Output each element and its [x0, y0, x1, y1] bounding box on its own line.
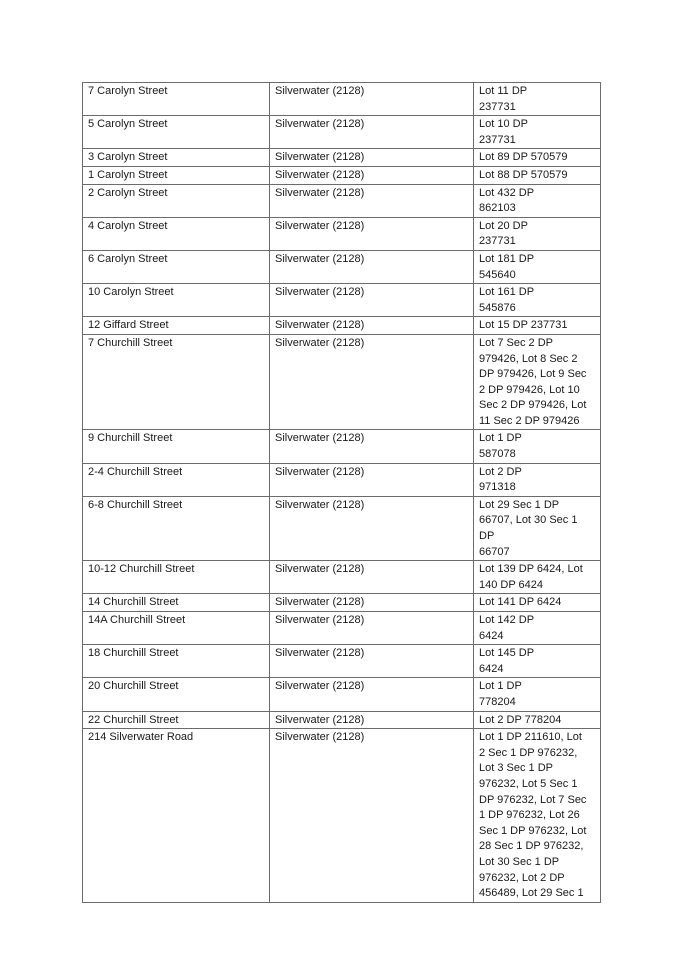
address-cell: 2 Carolyn Street [83, 184, 270, 217]
table-row [83, 166, 601, 184]
suburb-cell: Silverwater (2128) [270, 496, 474, 560]
suburb-cell: Silverwater (2128) [270, 217, 474, 250]
lot-dp-cell: Lot 89 DP 570579 [474, 149, 601, 167]
table-row [83, 678, 601, 711]
address-cell: 20 Churchill Street [83, 678, 270, 711]
table-row [83, 729, 601, 903]
lot-dp-cell: Lot 142 DP 6424 [474, 612, 601, 645]
address-cell: 10-12 Churchill Street [83, 561, 270, 594]
table-row [83, 711, 601, 729]
address-cell: 6 Carolyn Street [83, 250, 270, 283]
suburb-cell: Silverwater (2128) [270, 116, 474, 149]
suburb-cell: Silverwater (2128) [270, 612, 474, 645]
suburb-cell: Silverwater (2128) [270, 561, 474, 594]
address-cell: 2-4 Churchill Street [83, 463, 270, 496]
table-row [83, 284, 601, 317]
lot-dp-cell: Lot 1 DP 587078 [474, 430, 601, 463]
table-row [83, 116, 601, 149]
address-cell: 214 Silverwater Road [83, 729, 270, 903]
table-row [83, 645, 601, 678]
address-cell: 10 Carolyn Street [83, 284, 270, 317]
address-cell: 3 Carolyn Street [83, 149, 270, 167]
property-lot-table [82, 82, 601, 903]
lot-dp-cell: Lot 432 DP 862103 [474, 184, 601, 217]
lot-dp-cell: Lot 2 DP 971318 [474, 463, 601, 496]
address-cell: 14A Churchill Street [83, 612, 270, 645]
table-row [83, 463, 601, 496]
table-row [83, 561, 601, 594]
table-row [83, 217, 601, 250]
lot-dp-cell: Lot 11 DP 237731 [474, 83, 601, 116]
lot-dp-cell: Lot 7 Sec 2 DP 979426, Lot 8 Sec 2 DP 979426, Lot 9 Sec 2 DP 979426, Lot 10 Sec 2 DP 979426, Lot 11 Sec 2 DP 979426 [474, 334, 601, 430]
suburb-cell: Silverwater (2128) [270, 430, 474, 463]
lot-dp-cell: Lot 29 Sec 1 DP 66707, Lot 30 Sec 1 DP 66707 [474, 496, 601, 560]
suburb-cell: Silverwater (2128) [270, 334, 474, 430]
suburb-cell: Silverwater (2128) [270, 166, 474, 184]
lot-dp-cell: Lot 15 DP 237731 [474, 317, 601, 335]
suburb-cell: Silverwater (2128) [270, 645, 474, 678]
table-row [83, 317, 601, 335]
table-row [83, 250, 601, 283]
lot-dp-cell: Lot 10 DP 237731 [474, 116, 601, 149]
address-cell: 12 Giffard Street [83, 317, 270, 335]
table-row [83, 149, 601, 167]
suburb-cell: Silverwater (2128) [270, 678, 474, 711]
address-cell: 14 Churchill Street [83, 594, 270, 612]
address-cell: 1 Carolyn Street [83, 166, 270, 184]
lot-dp-cell: Lot 145 DP 6424 [474, 645, 601, 678]
lot-dp-cell: Lot 181 DP 545640 [474, 250, 601, 283]
suburb-cell: Silverwater (2128) [270, 149, 474, 167]
suburb-cell: Silverwater (2128) [270, 83, 474, 116]
lot-dp-cell: Lot 1 DP 211610, Lot 2 Sec 1 DP 976232, Lot 3 Sec 1 DP 976232, Lot 5 Sec 1 DP 976232, Lot 7 Sec 1 DP 976232, Lot 26 Sec 1 DP 976232, Lot 28 Sec 1 DP 976232, Lot 30 Sec 1 DP 976232, Lot 2 DP 456489, Lot 29 Sec 1 [474, 729, 601, 903]
address-cell: 9 Churchill Street [83, 430, 270, 463]
table-row [83, 184, 601, 217]
suburb-cell: Silverwater (2128) [270, 463, 474, 496]
suburb-cell: Silverwater (2128) [270, 250, 474, 283]
address-cell: 18 Churchill Street [83, 645, 270, 678]
lot-dp-cell: Lot 2 DP 778204 [474, 711, 601, 729]
address-cell: 22 Churchill Street [83, 711, 270, 729]
table-row [83, 594, 601, 612]
suburb-cell: Silverwater (2128) [270, 184, 474, 217]
address-cell: 7 Churchill Street [83, 334, 270, 430]
suburb-cell: Silverwater (2128) [270, 729, 474, 903]
address-cell: 6-8 Churchill Street [83, 496, 270, 560]
suburb-cell: Silverwater (2128) [270, 284, 474, 317]
address-cell: 4 Carolyn Street [83, 217, 270, 250]
suburb-cell: Silverwater (2128) [270, 317, 474, 335]
suburb-cell: Silverwater (2128) [270, 711, 474, 729]
table-row [83, 334, 601, 430]
suburb-cell: Silverwater (2128) [270, 594, 474, 612]
lot-dp-cell: Lot 20 DP 237731 [474, 217, 601, 250]
table-row [83, 496, 601, 560]
lot-dp-cell: Lot 1 DP 778204 [474, 678, 601, 711]
lot-dp-cell: Lot 161 DP 545876 [474, 284, 601, 317]
lot-dp-cell: Lot 88 DP 570579 [474, 166, 601, 184]
lot-dp-cell: Lot 141 DP 6424 [474, 594, 601, 612]
address-cell: 7 Carolyn Street [83, 83, 270, 116]
lot-dp-cell: Lot 139 DP 6424, Lot 140 DP 6424 [474, 561, 601, 594]
table-body [83, 83, 601, 903]
address-cell: 5 Carolyn Street [83, 116, 270, 149]
table-row [83, 83, 601, 116]
table-row [83, 612, 601, 645]
table-row [83, 430, 601, 463]
